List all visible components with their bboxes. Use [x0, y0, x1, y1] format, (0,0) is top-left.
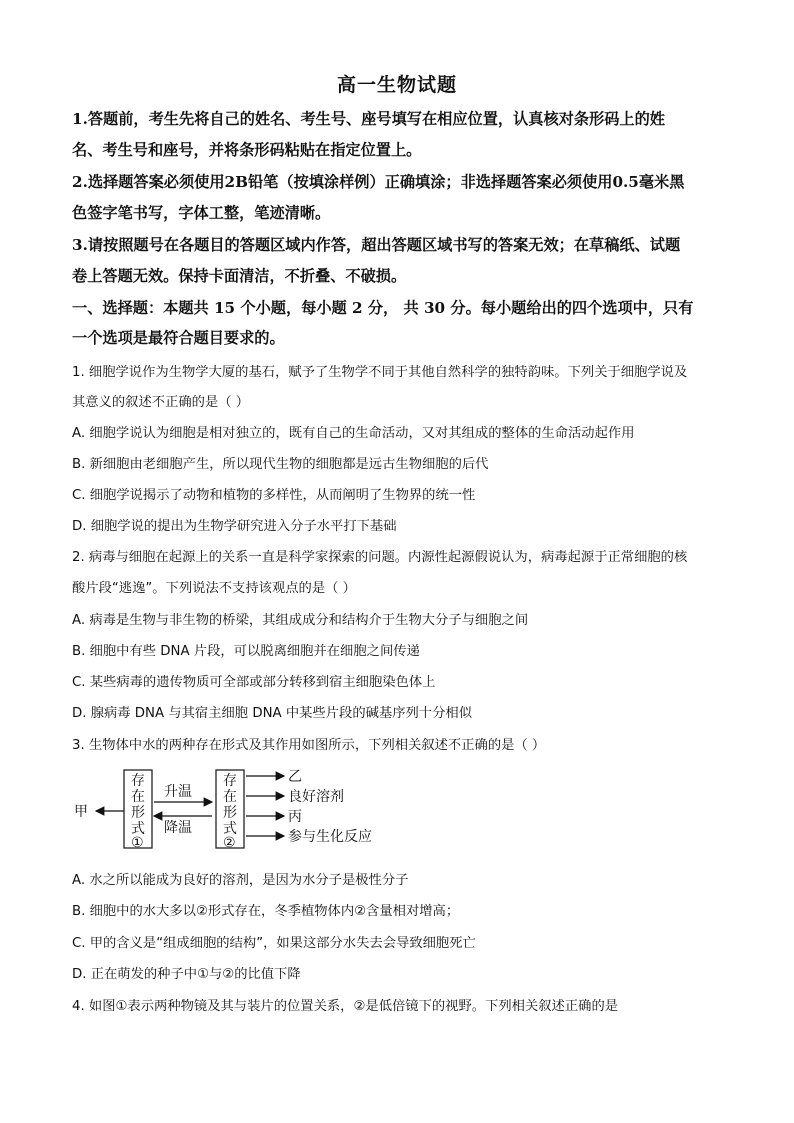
instruction-line: 1.答题前，考生先将自己的姓名、考生号、座号填写在相应位置，认真核对条形码上的姓	[72, 110, 665, 128]
option-c: C. 甲的含义是“组成细胞的结构”，如果这部分水失去会导致细胞死亡	[72, 936, 476, 951]
instruction-line: 卷上答题无效。保持卡面清洁，不折叠、不破损。	[72, 267, 407, 285]
question-stem: 4. 如图①表示两种物镜及其与装片的位置关系，②是低倍镜下的视野。下列相关叙述正确的是	[72, 999, 619, 1014]
option-d: D. 细胞学说的提出为生物学研究进入分子水平打下基础	[72, 519, 397, 534]
section-heading: 一、选择题：本题共 15 个小题，每小题 2 分， 共 30 分。每小题给出的四个选项中，只有	[72, 299, 694, 317]
option-b: B. 细胞中的水大多以②形式存在，冬季植物体内②含量相对增高；	[72, 904, 460, 919]
option-d: D. 正在萌发的种子中①与②的比值下降	[72, 967, 301, 982]
label-heating: 升温	[164, 784, 192, 800]
option-a: A. 病毒是生物与非生物的桥梁，其组成成分和结构介于生物大分子与细胞之间	[72, 613, 529, 628]
box1-char: 式	[131, 821, 145, 837]
instruction-line: 名、考生号和座号，并将条形码粘贴在指定位置上。	[72, 141, 422, 159]
option-c: C. 某些病毒的遗传物质可全部或部分转移到宿主细胞染色体上	[72, 675, 436, 690]
option-a: A. 水之所以能成为良好的溶剂，是因为水分子是极性分子	[72, 873, 409, 888]
question-stem: 1. 细胞学说作为生物学大厦的基石，赋予了生物学不同于其他自然科学的独特韵味。下列关于细胞学说及	[72, 365, 688, 380]
section-heading: 一个选项是最符合题目要求的。	[72, 329, 285, 347]
option-b: B. 细胞中有些 DNA 片段，可以脱离细胞并在细胞之间传递	[72, 644, 420, 659]
label-cooling: 降温	[164, 820, 192, 836]
output-label: 乙	[288, 769, 302, 785]
question-stem: 2. 病毒与细胞在起源上的关系一直是科学家探索的问题。内源性起源假说认为，病毒起源于正常细胞的核	[72, 550, 688, 565]
diagram-label-left: 甲	[74, 804, 88, 820]
box2-char: 形	[223, 805, 237, 821]
option-a: A. 细胞学说认为细胞是相对独立的，既有自己的生命活动，又对其组成的整体的生命活动起作用	[72, 426, 635, 441]
box2-char: 式	[223, 821, 237, 837]
box1-char: 存	[131, 773, 145, 789]
option-b: B. 新细胞由老细胞产生，所以现代生物的细胞都是远古生物细胞的后代	[72, 457, 489, 472]
box2-char: 在	[223, 789, 237, 805]
question-stem: 其意义的叙述不正确的是（ ）	[72, 395, 250, 410]
output-label: 丙	[288, 809, 302, 825]
box1-char: 在	[131, 789, 145, 805]
water-forms-diagram	[72, 764, 372, 854]
question-stem: 3. 生物体中水的两种存在形式及其作用如图所示，下列相关叙述不正确的是（ ）	[72, 738, 546, 753]
output-label: 参与生化反应	[288, 829, 372, 845]
box1-char: 形	[131, 805, 145, 821]
box2-char: ②	[223, 835, 236, 851]
instruction-line: 2.选择题答案必须使用2B铅笔（按填涂样例）正确填涂；非选择题答案必须使用0.5毫米黑	[72, 173, 685, 191]
output-label: 良好溶剂	[288, 789, 344, 805]
box2-char: 存	[223, 773, 237, 789]
instruction-line: 色签字笔书写，字体工整，笔迹清晰。	[72, 204, 331, 222]
option-d: D. 腺病毒 DNA 与其宿主细胞 DNA 中某些片段的碱基序列十分相似	[72, 706, 472, 721]
instruction-line: 3.请按照题号在各题目的答题区域内作答，超出答题区域书写的答案无效；在草稿纸、试题	[72, 236, 681, 254]
question-stem: 酸片段“逃逸”。下列说法不支持该观点的是（ ）	[72, 581, 356, 596]
page-title: 高一生物试题	[336, 74, 457, 96]
option-c: C. 细胞学说揭示了动物和植物的多样性，从而阐明了生物界的统一性	[72, 488, 476, 503]
box1-char: ①	[131, 835, 144, 851]
